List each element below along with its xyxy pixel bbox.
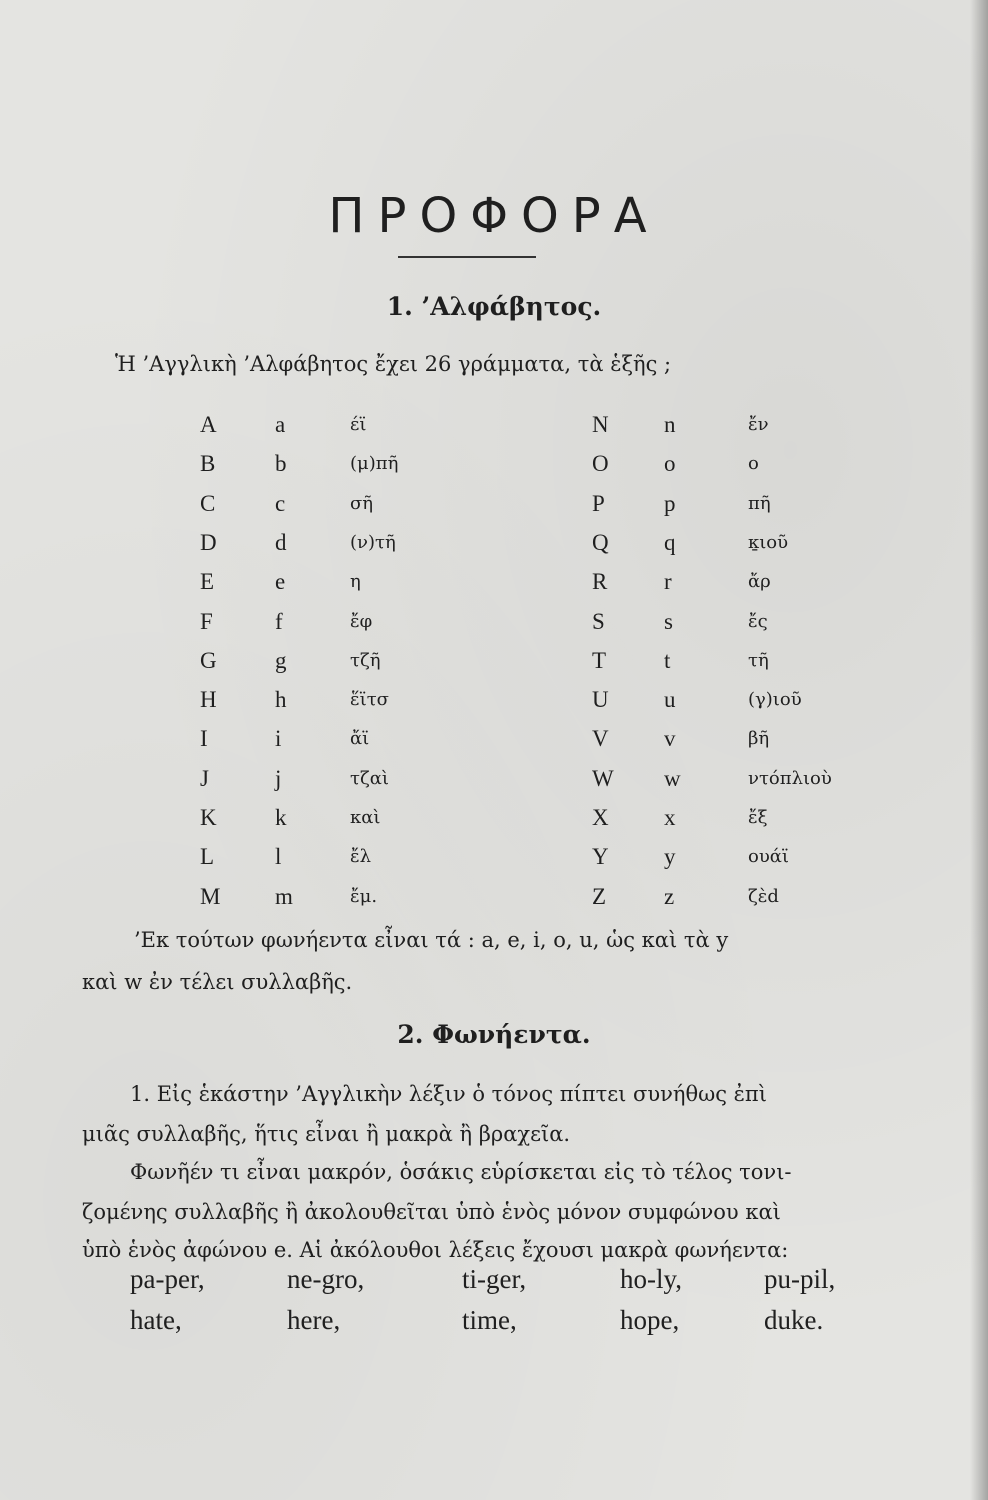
alphabet-uppercase-letter: A (200, 412, 217, 437)
alphabet-uppercase-letter: D (200, 530, 217, 555)
alphabet-lowercase-letter: j (275, 766, 282, 791)
alphabet-pronunciation: ἄϊ (350, 728, 370, 749)
alphabet-pronunciation: ντόπλιοὺ (748, 768, 832, 789)
alphabet-pronunciation: κ̱ιοῦ (748, 532, 789, 553)
example-word: ho-ly, (620, 1264, 682, 1294)
alphabet-lowercase-letter: p (664, 491, 676, 516)
alphabet-pronunciation: ἔς (748, 611, 768, 632)
alphabet-uppercase-letter: X (592, 805, 609, 830)
alphabet-uppercase-letter: L (200, 844, 215, 869)
alphabet-uppercase-letter: F (200, 609, 213, 634)
alphabet-lowercase-letter: r (664, 569, 672, 594)
alphabet-lowercase-letter: x (664, 805, 676, 830)
section2-para1-line1: 1. Εἰς ἑκάστην ’Αγγλικὴν λέξιν ὁ τόνος πίπτει συνήθως ἐπὶ (130, 1082, 767, 1106)
alphabet-lowercase-letter: w (664, 766, 681, 791)
alphabet-lowercase-letter: k (275, 805, 287, 830)
alphabet-pronunciation: ἔφ (350, 611, 373, 632)
alphabet-lowercase-letter: s (664, 609, 673, 634)
page-title: ΠΡΟΦΟΡΑ (328, 188, 660, 244)
alphabet-uppercase-letter: R (592, 569, 608, 594)
alphabet-uppercase-letter: Q (592, 530, 609, 555)
section1-heading: 1. ’Αλφάβητος. (386, 292, 602, 321)
alphabet-lowercase-letter: y (664, 844, 676, 869)
alphabet-lowercase-letter: d (275, 530, 287, 555)
title-divider (398, 256, 536, 258)
alphabet-lowercase-letter: n (664, 412, 676, 437)
alphabet-pronunciation: σῆ (350, 493, 374, 514)
alphabet-pronunciation: η (350, 571, 361, 592)
example-word: pa-per, (130, 1264, 205, 1294)
section2-heading: 2. Φωνήεντα. (397, 1020, 591, 1049)
example-word: time, (462, 1305, 517, 1335)
section2-para2-line1: Φωνῆέν τι εἶναι μακρόν, ὁσάκις εὑρίσκεται εἰς τὸ τέλος τονι- (130, 1160, 792, 1184)
example-word: ti-ger, (462, 1264, 527, 1294)
alphabet-uppercase-letter: K (200, 805, 217, 830)
alphabet-pronunciation: (γ)ιοῦ (748, 689, 802, 710)
alphabet-lowercase-letter: i (275, 726, 282, 751)
alphabet-lowercase-letter: a (275, 412, 286, 437)
alphabet-pronunciation: (μ)πῆ (350, 453, 399, 474)
section2-para1-line2: μιᾶς συλλαβῆς, ἥτις εἶναι ἢ μακρὰ ἢ βραχεῖα. (82, 1122, 571, 1146)
alphabet-lowercase-letter: b (275, 451, 287, 476)
alphabet-uppercase-letter: T (592, 648, 607, 673)
section1-intro: Ἡ ’Αγγλικὴ ’Αλφάβητος ἔχει 26 γράμματα, τὰ ἑξῆς ; (115, 352, 672, 376)
alphabet-pronunciation: ο (748, 453, 759, 474)
alphabet-uppercase-letter: H (200, 687, 217, 712)
alphabet-lowercase-letter: e (275, 569, 286, 594)
alphabet-uppercase-letter: B (200, 451, 216, 476)
example-word: ne-gro, (287, 1264, 365, 1294)
alphabet-uppercase-letter: V (592, 726, 609, 751)
vowels-note-line2: καὶ w ἐν τέλει συλλαβῆς. (82, 970, 353, 994)
alphabet-lowercase-letter: v (664, 726, 676, 751)
alphabet-lowercase-letter: t (664, 648, 671, 673)
alphabet-uppercase-letter: Y (592, 844, 609, 869)
alphabet-pronunciation: ἄρ (748, 571, 771, 592)
alphabet-pronunciation: (ν)τῆ (350, 532, 396, 553)
section2-para2-line2: ζομένης συλλαβῆς ἢ ἀκολουθεῖται ὑπὸ ἑνὸς μόνον συμφώνου καὶ (82, 1200, 781, 1224)
example-word: here, (287, 1305, 341, 1335)
alphabet-uppercase-letter: W (592, 766, 614, 791)
alphabet-lowercase-letter: l (275, 844, 282, 869)
alphabet-uppercase-letter: O (592, 451, 609, 476)
alphabet-uppercase-letter: U (592, 687, 609, 712)
alphabet-lowercase-letter: u (664, 687, 676, 712)
alphabet-pronunciation: έϊ (350, 414, 367, 435)
alphabet-lowercase-letter: f (275, 609, 283, 634)
alphabet-uppercase-letter: C (200, 491, 216, 516)
alphabet-pronunciation: ἔξ (748, 807, 768, 828)
alphabet-uppercase-letter: M (200, 884, 221, 909)
alphabet-pronunciation: τζῆ (350, 650, 381, 671)
alphabet-uppercase-letter: P (592, 491, 605, 516)
alphabet-uppercase-letter: G (200, 648, 217, 673)
alphabet-pronunciation: τζαὶ (350, 768, 389, 789)
alphabet-pronunciation: ἔμ. (350, 886, 378, 907)
alphabet-uppercase-letter: E (200, 569, 215, 594)
alphabet-pronunciation: ἔλ (350, 846, 372, 867)
alphabet-lowercase-letter: g (275, 648, 287, 673)
vowels-note-line1: ’Εκ τούτων φωνήεντα εἶναι τά : a, e, i, o, u, ὡς καὶ τὰ y (134, 928, 729, 952)
alphabet-pronunciation: τῆ (748, 650, 769, 671)
alphabet-lowercase-letter: z (664, 884, 675, 909)
example-word: pu-pil, (764, 1264, 836, 1294)
alphabet-uppercase-letter: I (200, 726, 208, 751)
alphabet-pronunciation: βῆ (748, 728, 770, 749)
alphabet-uppercase-letter: S (592, 609, 605, 634)
alphabet-lowercase-letter: q (664, 530, 676, 555)
alphabet-lowercase-letter: m (275, 884, 293, 909)
alphabet-pronunciation: ουάϊ (748, 846, 789, 867)
example-word: duke. (764, 1305, 824, 1335)
alphabet-lowercase-letter: o (664, 451, 676, 476)
alphabet-uppercase-letter: Z (592, 884, 607, 909)
alphabet-pronunciation: πῆ (748, 493, 771, 514)
section2-para2-line3: ὑπὸ ἑνὸς ἀφώνου e. Αἱ ἀκόλουθοι λέξεις ἔχουσι μακρὰ φωνήεντα: (82, 1238, 789, 1262)
alphabet-uppercase-letter: J (200, 766, 209, 791)
alphabet-pronunciation: ἔν (748, 414, 769, 435)
alphabet-lowercase-letter: h (275, 687, 287, 712)
alphabet-pronunciation: καὶ (350, 807, 381, 828)
alphabet-uppercase-letter: N (592, 412, 609, 437)
alphabet-pronunciation: ἕϊτσ (350, 689, 389, 710)
example-word: hope, (620, 1305, 680, 1335)
alphabet-pronunciation: ζὲd (748, 886, 779, 907)
alphabet-lowercase-letter: c (275, 491, 286, 516)
example-word: hate, (130, 1305, 182, 1335)
